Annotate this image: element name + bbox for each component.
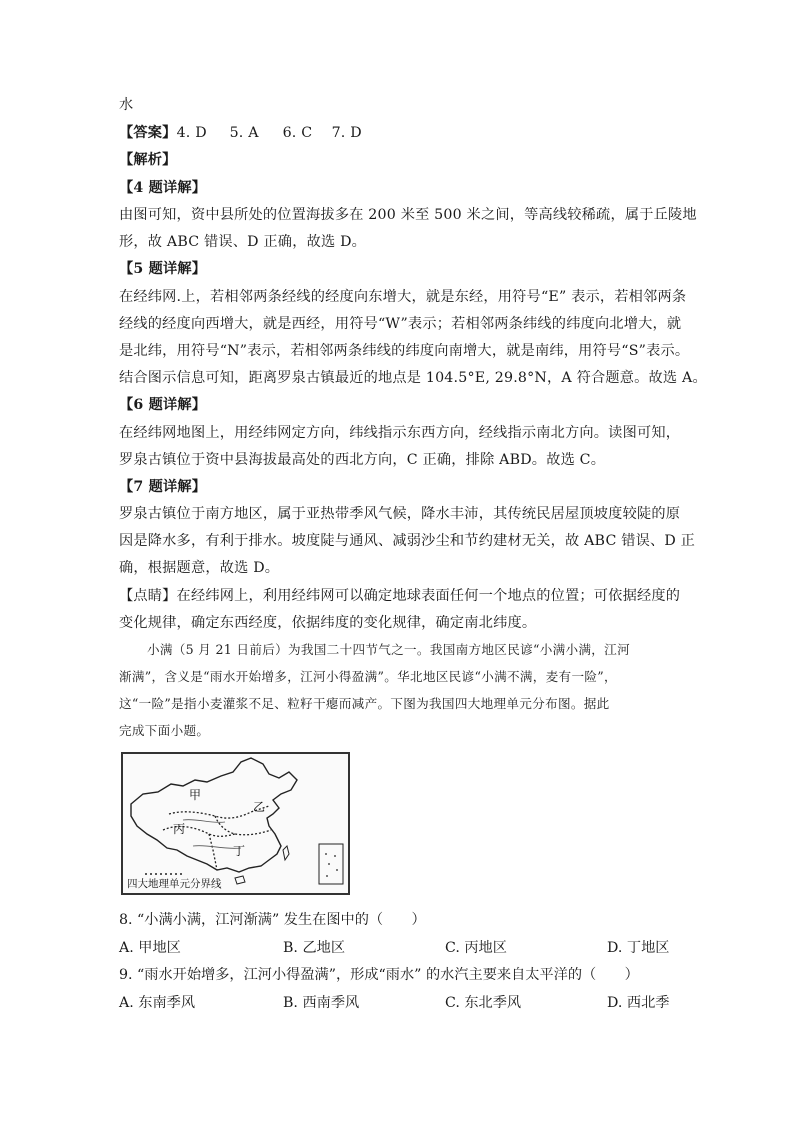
q4-text-line: 由图可知，资中县所处的位置海拔多在 200 米至 500 米之间，等高线较稀疏，属于丘陵地: [119, 207, 697, 223]
q6-text-line: 在经纬网地图上，用经纬网定方向，纬线指示东西方向，经线指示南北方向。读图可知，: [119, 425, 681, 441]
taiwan-island: [283, 846, 289, 860]
q8-option-a[interactable]: A. 甲地区: [119, 940, 181, 956]
q8-option-c[interactable]: C. 丙地区: [445, 940, 507, 956]
map-legend-caption: 四大地理单元分界线: [127, 878, 222, 890]
region-label-jia: 甲: [189, 788, 202, 802]
boundary-line: [215, 816, 271, 835]
answer-item: 7. D: [331, 125, 362, 141]
q8-option-b[interactable]: B. 乙地区: [283, 940, 346, 956]
q8-option-d[interactable]: D. 丁地区: [607, 940, 670, 956]
top-fragment: 水: [119, 97, 134, 113]
inset-dot: [326, 875, 328, 877]
q4-text-line: 形，故 ABC 错误、D 正确，故选 D。: [119, 234, 367, 250]
region-label-bing: 丙: [173, 822, 186, 836]
answer-line: [119, 123, 362, 143]
q5-text-line: 是北纬，用符号“N”表示，若相邻两条纬线的纬度向南增大，就是南纬，用符号“S”表示。: [119, 343, 690, 359]
analysis-tag: 【解析】: [119, 152, 177, 168]
q7-text-line: 因是降水多，有利于排水。坡度陡与通风、减弱沙尘和节约建材无关，故 ABC 错误、D 正: [119, 533, 696, 549]
q7-text-line: 罗泉古镇位于南方地区，属于亚热带季风气候，降水丰沛，其传统民居屋顶坡度较陡的原: [119, 506, 681, 522]
passage-line: 渐满”，含义是“雨水开始增多，江河小得盈满”。华北地区民谚“小满不满，麦有一险”，: [119, 669, 617, 684]
q9-option-c[interactable]: C. 东北季风: [445, 995, 522, 1011]
q5-text-line: 经线的经度向西增大，就是西经，用符号“W”表示；若相邻两条纬线的纬度向北增大，就: [119, 316, 682, 332]
inset-dot: [325, 853, 327, 855]
inset-dot: [336, 869, 338, 871]
inset-dot: [328, 863, 330, 865]
answer-item: 4. D: [176, 125, 207, 141]
pointer-line: 【点睛】在经纬网上，利用经纬网可以确定地球表面任何一个地点的位置；可依据经度的: [119, 588, 681, 604]
q9-stem: 9. “雨水开始增多，江河小得盈满”，形成“雨水” 的水汽主要来自太平洋的（ ）: [119, 967, 639, 983]
q6-heading: 【6 题详解】: [119, 397, 207, 413]
q5-text-line: 在经纬网.上，若相邻两条经线的经度向东增大，就是东经，用符号“E” 表示，若相邻两条: [119, 289, 687, 305]
q8-stem: 8. “小满小满，江河渐满” 发生在图中的（ ）: [119, 912, 426, 928]
q9-option-d[interactable]: D. 西北季: [607, 995, 670, 1011]
q9-option-a[interactable]: A. 东南季风: [119, 995, 196, 1011]
q7-text-line: 确，根据题意，故选 D。: [119, 560, 280, 576]
answer-tag: 【答案】: [119, 125, 177, 141]
pointer-line: 变化规律，确定东西经度，依据纬度的变化规律，确定南北纬度。: [119, 615, 537, 631]
inset-dot: [334, 855, 336, 857]
answer-item: 5. A: [229, 125, 259, 141]
south-sea-inset: [319, 844, 343, 884]
q5-heading: 【5 题详解】: [119, 261, 207, 277]
q4-heading: 【4 题详解】: [119, 180, 207, 196]
hainan-island: [235, 876, 245, 884]
map-drawing: [123, 754, 348, 893]
region-label-ding: 丁: [233, 844, 246, 858]
q9-option-b[interactable]: B. 西南季风: [283, 995, 360, 1011]
boundary-line: [209, 834, 217, 870]
q5-text-line: 结合图示信息可知，距离罗泉古镇最近的地点是 104.5°E, 29.8°N，A 符合题意。故选 A。: [119, 370, 707, 386]
region-label-yi: 乙: [253, 800, 266, 814]
passage-line: 小满（5 月 21 日前后）为我国二十四节气之一。我国南方地区民谚“小满小满，江河: [147, 642, 630, 657]
q6-text-line: 罗泉古镇位于资中县海拔最高处的西北方向，C 正确，排除 ABD。故选 C。: [119, 452, 606, 468]
answer-item: 6. C: [282, 125, 313, 141]
passage-line: 完成下面小题。: [119, 723, 210, 738]
river-line: [183, 820, 225, 823]
passage-line: 这“一险”是指小麦灌浆不足、粒籽干瘪而减产。下图为我国四大地理单元分布图。据此: [119, 696, 610, 711]
china-regions-map: [121, 752, 350, 895]
q7-heading: 【7 题详解】: [119, 479, 207, 495]
